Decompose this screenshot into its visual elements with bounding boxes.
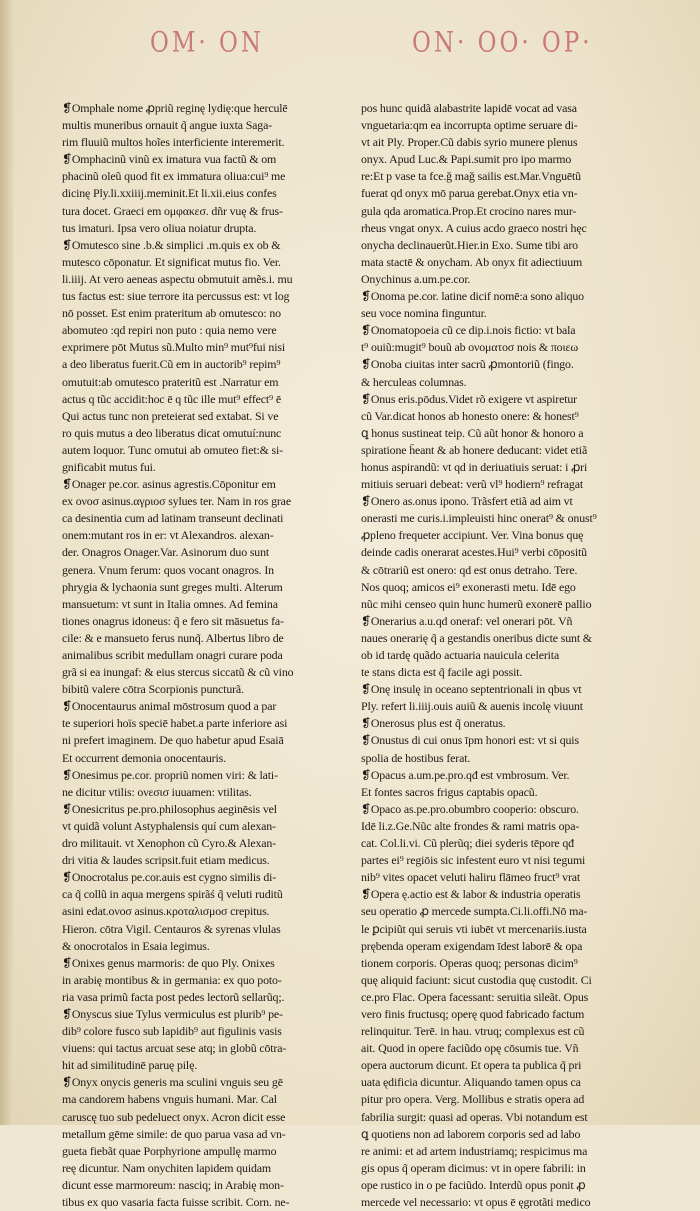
text-line-right: ❡Onus eris.pōdus.Videt rõ exigere vt aspiretur — [361, 391, 577, 406]
running-head-right: ON· OO· OP· — [412, 27, 593, 59]
text-line-left: dicunt esse marmoreum: nasciq; in Arabię mon- — [62, 1177, 284, 1192]
text-line-left: tura docet. Graeci em ομφακεσ. dñr vuę & frus- — [62, 203, 283, 218]
text-line-right: vero finis fructusq; operę quod fabricado factum — [361, 1006, 585, 1021]
text-line-left: omutuit:ab omutesco prateritũ est .Narratur em — [62, 374, 279, 389]
text-line-left: viuens: qui tactus arcuat sese atq; in globũ cōtra- — [62, 1041, 287, 1056]
text-line-left: onem:mutant ros in er: vt Alexandros. alexan- — [62, 528, 274, 543]
text-line-right: ❡Onustus di cui onus īpm honori est: vt si quis — [361, 733, 579, 748]
text-line-right: ob id tardę quãdo actuaria nauicula celerita — [361, 648, 560, 662]
text-line-left: a deo liberatus fuerit.Cũ em in auctorib⁹ repim⁹ — [62, 357, 281, 372]
text-line-right: cũ Var.dicat honos ab honesto onere: & honest⁹ — [361, 408, 579, 423]
text-line-right: seu operatio ꝓ mercede sumpta.Ci.li.offi.Nō ma- — [361, 904, 588, 919]
text-line-left: ex ονοσ asinus.αγριοσ sylues ter. Nam in ros grae — [62, 494, 291, 509]
text-line-right: t⁹ ouiũ:mugit⁹ bouũ ab ονοματοσ nois & ποιεω — [361, 340, 579, 355]
text-line-left: reę dicuntur. Nam onychiten lapidem quidam — [62, 1160, 271, 1175]
text-line-left: Hieron. cōtra Vigil. Centauros & syrenas vlulas — [62, 921, 281, 936]
text-line-right: Nos quoq; amicos ei⁹ exonerasti metu. Idē ego — [361, 579, 576, 594]
text-line-left: ma candorem habens vnguis humani. Mar. Cal — [62, 1092, 277, 1107]
text-line-right: nũc mihi censeo quin hunc humerũ exonerē pallio — [361, 596, 592, 611]
text-line-left: tibus ex quo vasaria facta fuisse scribit. Corn. ne- — [62, 1195, 290, 1209]
text-line-left: & onocrotalos in Esaia legimus. — [62, 938, 210, 953]
text-line-right: opera auctorum dicunt. Et opera ta publica q̃ pri — [361, 1058, 582, 1073]
text-line-right: spiratione h̄eant & ab honere deducant: videt etiã — [361, 442, 588, 457]
text-line-left: in arabię montibus & in germania: ex quo poto- — [62, 972, 282, 987]
text-line-left: mansuetum: vt sunt in Italia omnes. Ad femina — [62, 596, 278, 611]
text-line-right: mitiuis seruari debeat: verũ vl⁹ hodiern⁹ refragat — [361, 477, 584, 492]
binding-gutter — [0, 0, 14, 1125]
text-line-right: & herculeas columnas. — [361, 374, 467, 389]
text-line-left: ❡Omutesco sine .b.& simplici .m.quis ex ob & — [62, 237, 281, 252]
text-line-left: gueta fiebãt quae Porphyrione ampullę marmo — [62, 1143, 277, 1158]
text-line-right: ❡Onę insulę in oceano septentrionali in qbus vt — [361, 682, 582, 697]
text-line-right: onerasti me curis.i.impleuisti hinc onerat⁹ & onust⁹ — [361, 511, 597, 526]
text-line-left: der. Onagros Onager.Var. Asinorum duo sunt — [62, 545, 270, 560]
text-line-left: ni prefert imaginem. De quo habetur apud Esaiā — [62, 733, 284, 748]
text-line-right: gis opus q̃ operam dicimus: vt in opere fabrili: in — [361, 1160, 586, 1175]
text-line-left: genera. Vnum ferum: quos vocant onagros. In — [62, 562, 274, 577]
text-line-left: gnificabit mutus fui. — [62, 459, 156, 474]
text-line-right: & cōtrariũ est onero: qd est onus detraho. Tere. — [361, 562, 578, 577]
text-line-right: seu voce nomina finguntur. — [361, 306, 487, 321]
text-line-right: vt ait Ply. Proper.Cũ dabis syrio munere plenus — [361, 135, 578, 150]
text-line-right: deinde cadis onerarat acestes.Hui⁹ verbi cōpositũ — [361, 545, 587, 560]
text-line-left: li.iiij. At vero aeneas aspectu obmutuit amẽs.i. mu — [62, 271, 293, 286]
text-line-right: ❡Opera ę.actio est & labor & industria operatis — [361, 887, 581, 902]
text-line-right: ❡Opacus a.um.pe.pro.qđ est vmbrosum. Ver. — [361, 767, 570, 782]
text-line-left: dib⁹ colore fusco sub lapidib⁹ aut figulinis vasis — [62, 1024, 282, 1039]
text-line-left: ❡Onocentaurus animal mōstrosum quod a par — [62, 699, 277, 714]
text-line-left: tus imaturi. Ipsa vero oliua noiatur drupta. — [62, 220, 257, 235]
text-line-left: actus q tũc accidit:hoc ē q tũc ille mut⁹ effect⁹ ē — [62, 391, 281, 406]
text-line-left: mutesco cōponatur. Et significat mutus fio. Ver. — [62, 254, 281, 269]
text-line-left: cile: & e mansueto ferus nunq̃. Albertus libro de — [62, 630, 284, 645]
text-line-left: ❡Onesicritus pe.pro.philosophus aeginēsis vel — [62, 801, 277, 816]
text-line-left: dri vitia & laudes scripsit.fuit etiam medicus. — [62, 853, 270, 868]
text-line-left: tiones onagrus idoneus: q̃ e fero sit māsuetus fa- — [62, 613, 284, 628]
text-line-left: ❡Onesimus pe.cor. propriũ nomen viri: & lati- — [62, 767, 278, 782]
text-line-right: honus aspirandũ: vt qd in deriuatiuis seruat: i ꝓri — [361, 459, 588, 474]
text-line-right: gula qda aromatica.Prop.Et crocino nares mur- — [361, 203, 577, 218]
text-line-right: mercede vel necessario: vt opus ē ęgrotãti medico — [361, 1195, 591, 1209]
text-line-left: rim fluuiũ multos hoĩes interficiente interemerit. — [62, 135, 285, 150]
text-line-right: ❡Opaco as.pe.pro.obumbro cooperio: obscuro. — [361, 801, 579, 816]
text-line-right: ❡Onoma pe.cor. latine dicif nomē:a sono aliquo — [361, 289, 584, 304]
text-line-right: Ply. refert li.iiij.ouis auiũ & auenis incolę viuunt — [361, 699, 583, 714]
text-line-left: ❡Onocrotalus pe.cor.auis est cygno similis di- — [62, 870, 277, 885]
text-line-right: ce.pro Flac. Opera facessant: seruitia sileãt. Opus — [361, 989, 589, 1004]
text-line-right: mata stactē & onycham. Ab onyx fit adiectiuum — [361, 254, 583, 269]
text-line-left: grã si ea inungaf: & eius stercus siccatũ & cũ vino — [62, 665, 294, 680]
text-line-left: ca desinentia cum ad latinam transeunt declinati — [62, 511, 284, 526]
text-line-right: ❡Onomatopoeia cũ ce dip.i.nois fictio: vt bala — [361, 323, 576, 338]
text-line-right: nib⁹ vites opacet veluti haliru flāmeo fruct⁹ vrat — [361, 870, 581, 885]
text-line-right: fuerat qd onyx mō parua gerebat.Onyx etia vn- — [361, 186, 578, 201]
text-line-right: quę aliquid faciunt: sicut custodia quę custodit. Ci — [361, 972, 592, 987]
text-line-right: ꝗ honus sustineat teip. Cũ aũt honor & honoro a — [361, 425, 584, 440]
text-line-left: bibitũ valere cōtra Scorpionis puncturã. — [62, 682, 244, 697]
text-line-right: Et fontes sacros frigus captabis opacũ. — [361, 784, 538, 799]
text-line-left: ro quis mutus a deo liberatus dicat omutuí:nunc — [62, 425, 282, 440]
text-line-right: ꝓpleno frequeter accipiunt. Ver. Vina bonus quę — [361, 528, 584, 543]
text-line-right: cat. Col.li.vi. Cũ plerũq; diei syderis tēpore qđ — [361, 836, 574, 851]
text-line-right: onyx. Apud Luc.& Papi.sumit pro ipo marmo — [361, 152, 572, 167]
text-line-right: ❡Onoba ciuitas inter sacrũ ꝓmontoriũ (fingo. — [361, 357, 574, 372]
text-line-left: animalibus scribit medullam onagri curare poda — [62, 648, 283, 662]
text-column-right — [361, 100, 651, 1209]
text-line-right: ope rustico in o pe faciũdo. Interdũ opus ponit ꝓ — [361, 1177, 586, 1192]
text-line-right: partes ei⁹ regiōis sic infestent euro vt nisi tegumi — [361, 853, 586, 868]
text-line-left: ria vasa primũ facta post pedes lectorũ sellarũq;. — [62, 989, 285, 1004]
text-line-left: abomuteo :qd repiri non puto : quia nemo vere — [62, 323, 277, 338]
text-line-left: ❡Onyscus siue Tylus vermiculus est plurib⁹ pe- — [62, 1006, 283, 1021]
text-line-right: pos hunc quidã alabastrite lapidē vocat ad vasa — [361, 101, 577, 115]
text-line-right: naues onerarię q̃ a gestandis oneribus dicte sunt & — [361, 630, 592, 645]
text-line-right: prębenda operam exigendam īdest laborē & opa — [361, 938, 583, 953]
text-column-left — [62, 100, 344, 1209]
text-line-left: nō posset. Est enim prateritum ab omutesco: no — [62, 306, 281, 321]
text-line-right: re:Et p vase ta fce.ğ mağ sailis est.Mar.Vnguētũ — [361, 169, 581, 184]
text-line-right: te stans dicta est q̃ facile agi possit. — [361, 665, 523, 680]
text-line-right: ꝗ quotiens non ad laborem corporis sed ad labo — [361, 1126, 581, 1141]
text-line-left: ❡Onixes genus marmoris: de quo Ply. Onixes — [62, 955, 275, 970]
text-line-left: ne dicitur vtilis: ονεσισ iuuamen: vtilitas. — [62, 784, 252, 799]
text-line-left: vt quidã volunt Astyphalensis quí cum alexan- — [62, 818, 276, 833]
text-line-right: vnguetaria:qm ea incorrupta optime seruare di- — [361, 118, 578, 133]
text-line-left: Et occurrent demonia onocentauris. — [62, 750, 226, 765]
text-line-left: ❡Onager pe.cor. asinus agrestis.Cōponitur em — [62, 477, 276, 492]
text-line-right: ait. Quod in opere faciũdo opę cōsumis tue. Vñ — [361, 1041, 579, 1056]
text-line-right: re animi: et ad artem industriamq; respicimus ma — [361, 1143, 588, 1158]
text-line-left: ca q̃ collũ in aqua mergens spirãś q̃ veluti ruditũ — [62, 887, 283, 902]
text-line-left: exprimere pōt Mutus sũ.Multo min⁹ mut⁹fui nisi — [62, 340, 286, 355]
text-line-right: ❡Onero as.onus ipono. Trãsfert etiã ad aim vt — [361, 494, 573, 509]
text-line-left: tus factus est: siue terrore ita percussus est: vt log — [62, 289, 290, 304]
text-line-left: phrygia & lychaonia sunt greges multi. Alterum — [62, 579, 283, 594]
text-line-right: fabrilia surgit: quasi ad operas. Vbi notandum est — [361, 1109, 588, 1124]
text-line-left: asini edat.ονοσ asinus.κροταλισμοσ crepitus. — [62, 904, 270, 919]
text-line-left: dicinę Ply.li.xxiiij.meminit.Et li.xii.eius confes — [62, 186, 277, 201]
text-line-right: onycha declinauerũt.Hier.in Exo. Sume tibi aro — [361, 237, 578, 252]
text-line-right: rheus vngat onyx. A cuius acdo graeco nostri hęc — [361, 220, 587, 235]
text-line-left: caruscę tuo sub pedeluect onyx. Acron dicit esse — [62, 1109, 286, 1124]
text-line-right: relinquitur. Terē. in hau. vtruq; complexus est cũ — [361, 1024, 585, 1039]
text-line-right: spolia de hostibus ferat. — [361, 750, 471, 765]
text-line-left: metallum gēme simile: de quo parua vasa ad vn- — [62, 1126, 286, 1141]
text-line-left: te superiori hoïs speciē habet.a parte inferiore asi — [62, 716, 288, 731]
text-line-right: Idē li.z.Ge.Nũc alte frondes & rami matris opa- — [361, 818, 580, 833]
text-line-left: ❡Omphacinũ vinũ ex imatura vua factũ & om — [62, 152, 277, 167]
text-line-right: pitur pro opera. Verg. Mollibus e stratis opera ad — [361, 1092, 585, 1107]
text-line-right: tionem corporis. Operas quoq; personas dicim⁹ — [361, 955, 578, 970]
text-line-left: autem loquor. Tunc omutui ab omuteo fiet:& si- — [62, 442, 283, 457]
text-line-right: uata ędificia dicuntur. Aliquando tamen opus ca — [361, 1075, 581, 1090]
text-line-left: hit ad similitudinē paruę pilę. — [62, 1058, 198, 1073]
text-line-right: ❡Onerarius a.u.qd oneraf: vel onerari pōt. Vñ — [361, 613, 573, 628]
text-line-left: phacinũ oleũ quod fit ex immatura oliua:cui⁹ me — [62, 169, 286, 184]
text-line-left: ❡Onyx onycis generis ma sculini vnguis seu gē — [62, 1075, 283, 1090]
text-line-right: ❡Onerosus plus est q̃ oneratus. — [361, 716, 506, 731]
text-line-left: dro militauit. vt Xenophon cũ Cyro.& Alexan- — [62, 836, 277, 851]
text-line-left: Qui actus tunc non preteierat sed extabat. Si ve — [62, 408, 279, 423]
running-head-left: OM· ON — [150, 27, 265, 59]
text-line-right: le ꝑcipiũt qui seruis vti iubēt vt mercenariis.iusta — [361, 921, 587, 936]
text-line-right: Onychinus a.um.pe.cor. — [361, 271, 471, 286]
text-line-left: multis muneribus ornauit q̃ angue iuxta Saga- — [62, 118, 273, 133]
text-line-left: ❡Omphale nome ꝓpriũ reginę lydię:que herculē — [62, 101, 288, 115]
